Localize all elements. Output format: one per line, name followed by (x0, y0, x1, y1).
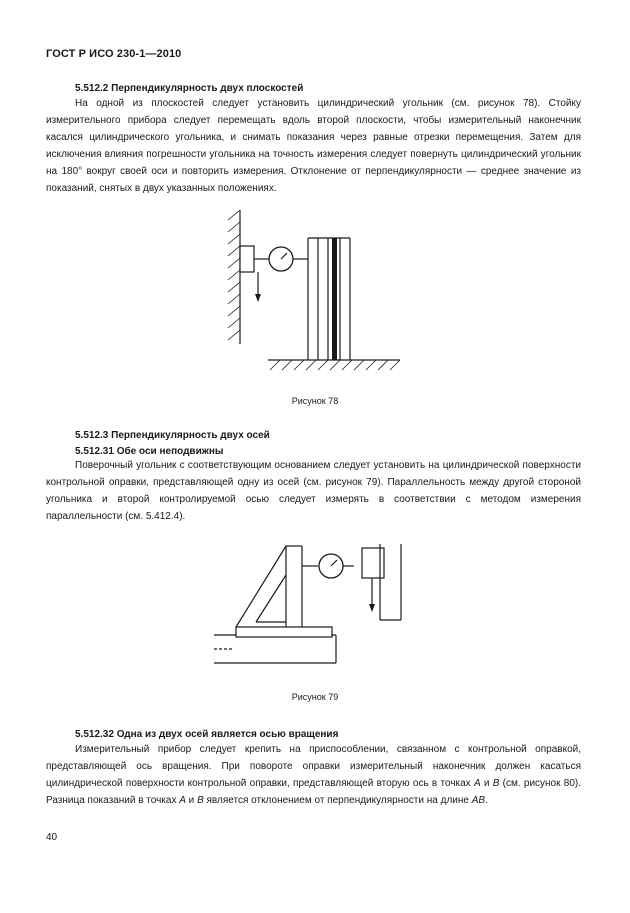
section-paragraph-5-512-2: На одной из плоскостей следует установить цилиндрический угольник (см. рисунок 78). Стойку измерительного прибора следует перемещать вдоль второй плоскости, чтобы измерительный наконечник касался цилиндрического угольника, и снимать показания через равные отрезки перемещения. Затем для исключения влияния погрешности угольника на точность измерения следует повернуть цилиндрический угольник на 180° вокруг своей оси и повторить измерения. Отклонение от перпендикулярности — среднее значение из показаний, снятых в двух указанных положениях. (46, 98, 581, 194)
base-plane (268, 360, 400, 370)
try-square (236, 546, 302, 627)
indicator-holder (362, 548, 384, 578)
cylindrical-square (308, 238, 350, 360)
down-arrow-icon (369, 604, 375, 612)
section-paragraph-5-512-31: Поверочный угольник с соответствующим основанием следует установить на цилиндрической поверхности контрольной оправки, представляющей одну из осей (см. рисунок 79). Параллельность между другой стороной угольника и второй контролируемой осью следует измерять в соответствии с методом измерения параллельности (см. 5.412.4). (46, 460, 581, 522)
document-header: ГОСТ Р ИСО 230-1—2010 (46, 48, 182, 60)
figure-79-caption: Рисунок 79 (291, 692, 339, 702)
hatched-wall (228, 210, 240, 344)
section-paragraph-5-512-32: Измерительный прибор следует крепить на приспособлении, связанном с контрольной оправкой, представляющей ось вращения. При повороте оправки измерительный наконечник должен касаться цилиндрической поверхности контрольной оправки, представляющей вторую ось в точках A и B (см. рисунок 80). Разница показаний в точках A и B является отклонением от перпендикулярности на длине AB. (46, 744, 581, 806)
square-base (236, 627, 332, 637)
section-heading-5-512-32: 5.512.32 Одна из двух осей является осью вращения (75, 729, 339, 740)
down-arrow-icon (255, 294, 261, 302)
subsection-heading-5-512-31: 5.512.31 Обе оси неподвижны (75, 446, 224, 457)
test-mandrel (214, 635, 336, 663)
dial-indicator-icon (302, 554, 354, 578)
figure-79-second-axis (354, 542, 404, 632)
figure-78-caption: Рисунок 78 (291, 396, 339, 406)
indicator-holder (240, 246, 254, 272)
section-heading-5-512-3: 5.512.3 Перпендикулярность двух осей (75, 430, 270, 441)
section-heading-5-512-2: 5.512.2 Перпендикулярность двух плоскостей (75, 83, 304, 94)
figure-79 (214, 542, 354, 672)
figure-78 (222, 208, 402, 378)
page-number: 40 (46, 832, 58, 843)
dial-indicator-icon (269, 247, 308, 271)
